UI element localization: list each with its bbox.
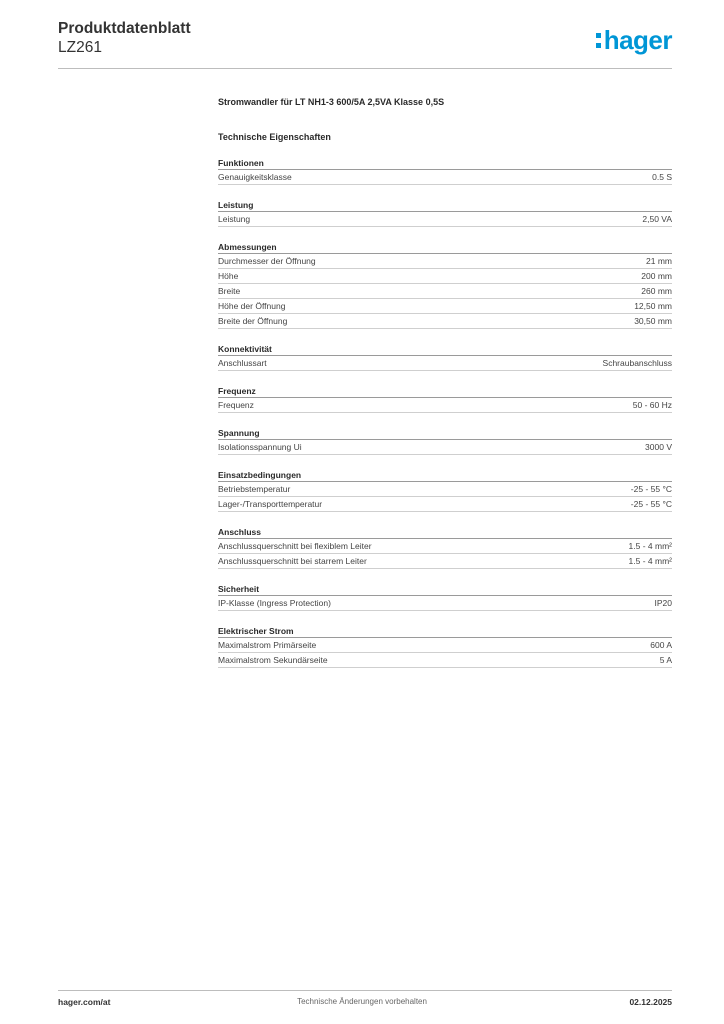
spec-row	[218, 356, 672, 371]
logo-text: hager	[603, 25, 672, 55]
spec-row	[218, 482, 672, 497]
spec-value: Schraubanschluss	[602, 358, 672, 368]
spec-label: Höhe	[218, 271, 239, 281]
spec-row	[218, 653, 672, 668]
spec-label: Genauigkeitsklasse	[218, 172, 292, 182]
spec-group	[218, 343, 672, 371]
spec-value: 50 - 60 Hz	[632, 400, 672, 410]
spec-value: 200 mm	[641, 271, 672, 281]
spec-value: 1.5 - 4 mm²	[628, 541, 672, 551]
spec-group	[218, 241, 672, 329]
spec-group	[218, 385, 672, 413]
spec-label: Frequenz	[218, 400, 254, 410]
spec-row	[218, 254, 672, 269]
header-divider	[58, 68, 672, 69]
product-code: LZ261	[58, 39, 102, 56]
footer-date: 02.12.2025	[629, 997, 672, 1007]
spec-label: Maximalstrom Sekundärseite	[218, 655, 328, 665]
product-name: Stromwandler für LT NH1-3 600/5A 2,5VA Klasse 0,5S	[218, 97, 445, 107]
spec-label: Höhe der Öffnung	[218, 301, 286, 311]
spec-group-title: Frequenz	[218, 385, 672, 398]
footer-website-link[interactable]: hager.com/at	[58, 997, 111, 1007]
spec-group-title: Anschluss	[218, 526, 672, 539]
spec-row	[218, 638, 672, 653]
spec-label: Breite der Öffnung	[218, 316, 288, 326]
spec-value: 12,50 mm	[634, 301, 672, 311]
spec-group-title: Elektrischer Strom	[218, 625, 672, 638]
spec-row	[218, 269, 672, 284]
spec-group-title: Funktionen	[218, 157, 672, 170]
spec-row	[218, 299, 672, 314]
spec-label: Anschlussquerschnitt bei flexiblem Leiter	[218, 541, 372, 551]
spec-row	[218, 497, 672, 512]
spec-value: 1.5 - 4 mm²	[628, 556, 672, 566]
spec-label: Betriebstemperatur	[218, 484, 291, 494]
spec-label: Leistung	[218, 214, 251, 224]
spec-value: 0.5 S	[652, 172, 672, 182]
spec-group-title: Konnektivität	[218, 343, 672, 356]
spec-row	[218, 539, 672, 554]
spec-label: Lager-/Transporttemperatur	[218, 499, 323, 509]
spec-row	[218, 596, 672, 611]
spec-value: -25 - 55 °C	[630, 499, 672, 509]
spec-label: Anschlussquerschnitt bei starrem Leiter	[218, 556, 367, 566]
spec-content	[218, 96, 672, 668]
spec-row	[218, 170, 672, 185]
hager-logo	[596, 26, 672, 54]
document-title: Produktdatenblatt	[58, 20, 191, 37]
spec-groups	[218, 157, 672, 668]
spec-row	[218, 554, 672, 569]
spec-group	[218, 157, 672, 185]
spec-label: Durchmesser der Öffnung	[218, 256, 316, 266]
spec-group-title: Abmessungen	[218, 241, 672, 254]
spec-value: -25 - 55 °C	[630, 484, 672, 494]
spec-value: 2,50 VA	[642, 214, 672, 224]
footer-divider	[58, 990, 672, 991]
spec-value: 3000 V	[645, 442, 672, 452]
spec-value: IP20	[654, 598, 672, 608]
spec-value: 5 A	[659, 655, 672, 665]
spec-group	[218, 526, 672, 569]
logo-dots-icon	[596, 33, 601, 48]
spec-label: Maximalstrom Primärseite	[218, 640, 317, 650]
spec-row	[218, 398, 672, 413]
spec-label: Breite	[218, 286, 241, 296]
spec-value: 600 A	[650, 640, 672, 650]
spec-group-title: Sicherheit	[218, 583, 672, 596]
footer-notice: Technische Änderungen vorbehalten	[297, 997, 427, 1006]
spec-group	[218, 199, 672, 227]
section-heading: Technische Eigenschaften	[218, 132, 331, 142]
spec-group	[218, 583, 672, 611]
spec-group-title: Einsatzbedingungen	[218, 469, 672, 482]
spec-group	[218, 427, 672, 455]
spec-group	[218, 625, 672, 668]
spec-row	[218, 212, 672, 227]
spec-value: 30,50 mm	[634, 316, 672, 326]
spec-row	[218, 440, 672, 455]
spec-value: 260 mm	[641, 286, 672, 296]
spec-group-title: Leistung	[218, 199, 672, 212]
spec-label: IP-Klasse (Ingress Protection)	[218, 598, 331, 608]
spec-row	[218, 314, 672, 329]
spec-group	[218, 469, 672, 512]
spec-group-title: Spannung	[218, 427, 672, 440]
spec-value: 21 mm	[646, 256, 672, 266]
spec-label: Isolationsspannung Ui	[218, 442, 302, 452]
spec-label: Anschlussart	[218, 358, 267, 368]
spec-row	[218, 284, 672, 299]
